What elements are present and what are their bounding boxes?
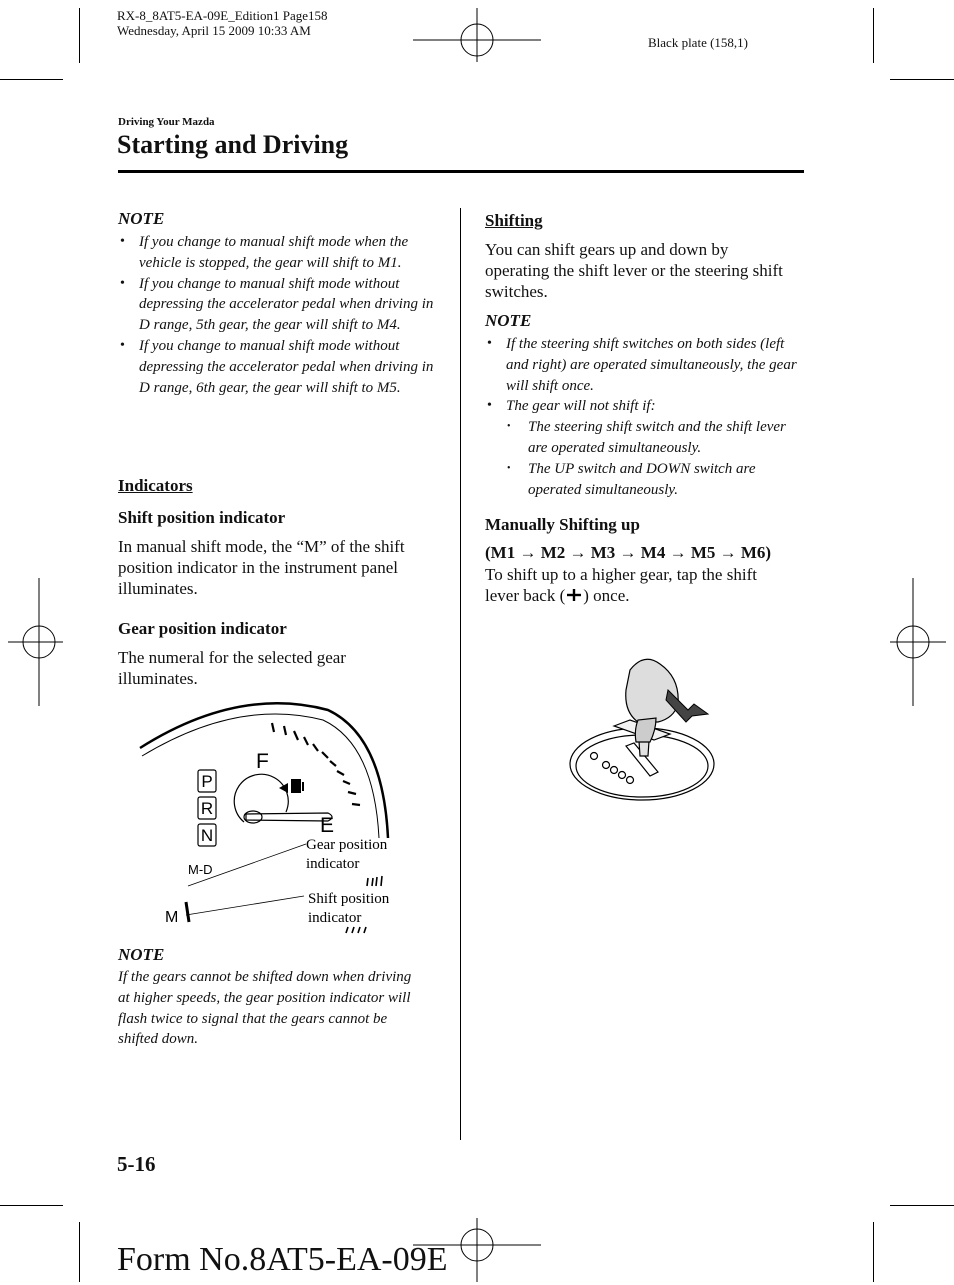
plus-icon	[565, 588, 583, 602]
sub-list-item: • The steering shift switch and the shift lever are operated simultaneously.	[485, 417, 805, 459]
note-label: NOTE	[118, 945, 165, 964]
list-item: • If you change to manual shift mode when the vehicle is stopped, the gear will shift to M1.	[118, 232, 438, 274]
list-item: • If you change to manual shift mode without depressing the accelerator pedal when driving in D range, 5th gear, the gear will shift to M4.	[118, 274, 438, 336]
print-file-line: RX-8_8AT5-EA-09E_Edition1 Page158	[117, 8, 328, 23]
shift-callout-line1: Shift position	[308, 891, 390, 907]
gauge-letter-r: R	[200, 799, 214, 818]
shifting-text: You can shift gears up and down by operating the shift lever or the steering shift switches.	[485, 240, 783, 301]
page-title: Starting and Driving	[117, 130, 349, 159]
gauge-letter-p: P	[201, 772, 213, 791]
gear-sequence: (M1 → M2 → M3 → M4 → M5 → M6)	[485, 543, 772, 562]
print-job-header	[117, 8, 328, 38]
note-label: NOTE	[485, 311, 532, 330]
list-item: • If the steering shift switches on both sides (left and right) are operated simultaneously, the gear will shift once.	[485, 334, 805, 396]
gear-indicator-heading: Gear position indicator	[118, 619, 287, 638]
sub-list-item: • The UP switch and DOWN switch are operated simultaneously.	[485, 459, 805, 501]
m-indicator-label: M	[165, 909, 179, 926]
gear-callout-line1: Gear position	[306, 837, 388, 853]
note-block	[118, 945, 418, 1050]
form-number: Form No.8AT5-EA-09E	[117, 1241, 448, 1278]
indicators-heading: Indicators	[118, 476, 193, 495]
manual-shift-up-heading: Manually Shifting up	[485, 515, 640, 534]
column-divider	[460, 208, 461, 1140]
sub-list	[485, 417, 805, 500]
gauge-letter-n: N	[200, 826, 214, 845]
note-text: If the gears cannot be shifted down when driving at higher speeds, the gear position indicator will flash twice to signal that the gears cannot be shifted down.	[118, 969, 412, 1048]
shift-up-instruction	[485, 564, 795, 606]
shifting-heading: Shifting	[485, 211, 543, 230]
fuel-empty-mark: E	[320, 814, 335, 837]
page-number: 5-16	[117, 1152, 156, 1176]
instruction-text: To shift up to a higher gear, tap the shift lever back (	[485, 565, 757, 605]
md-indicator-label: M-D	[188, 862, 213, 877]
plate-label: Black plate (158,1)	[648, 35, 748, 50]
list-item: • The gear will not shift if:	[485, 396, 805, 417]
print-date-line: Wednesday, April 15 2009 10:33 AM	[117, 23, 311, 38]
note-list	[485, 334, 805, 417]
fuel-full-mark: F	[256, 750, 269, 773]
shift-indicator-text: In manual shift mode, the “M” of the shift position indicator in the instrument panel illuminates.	[118, 537, 405, 598]
note-block	[485, 311, 805, 500]
gear-callout-line2: indicator	[306, 856, 360, 872]
gear-indicator-text: The numeral for the selected gear illuminates.	[118, 648, 346, 688]
section-label: Driving Your Mazda	[118, 116, 215, 128]
list-item: • If you change to manual shift mode without depressing the accelerator pedal when driving in D range, 6th gear, the gear will shift to M5.	[118, 336, 438, 398]
left-column	[118, 209, 438, 398]
instruction-text: ) once.	[583, 586, 630, 605]
instrument-panel-figure	[118, 696, 440, 940]
title-rule	[118, 170, 804, 173]
shift-lever-illustration	[566, 656, 718, 808]
note-label: NOTE	[118, 209, 165, 228]
shift-indicator-heading: Shift position indicator	[118, 508, 286, 527]
shift-callout-line2: indicator	[308, 910, 362, 926]
note-list	[118, 232, 438, 398]
